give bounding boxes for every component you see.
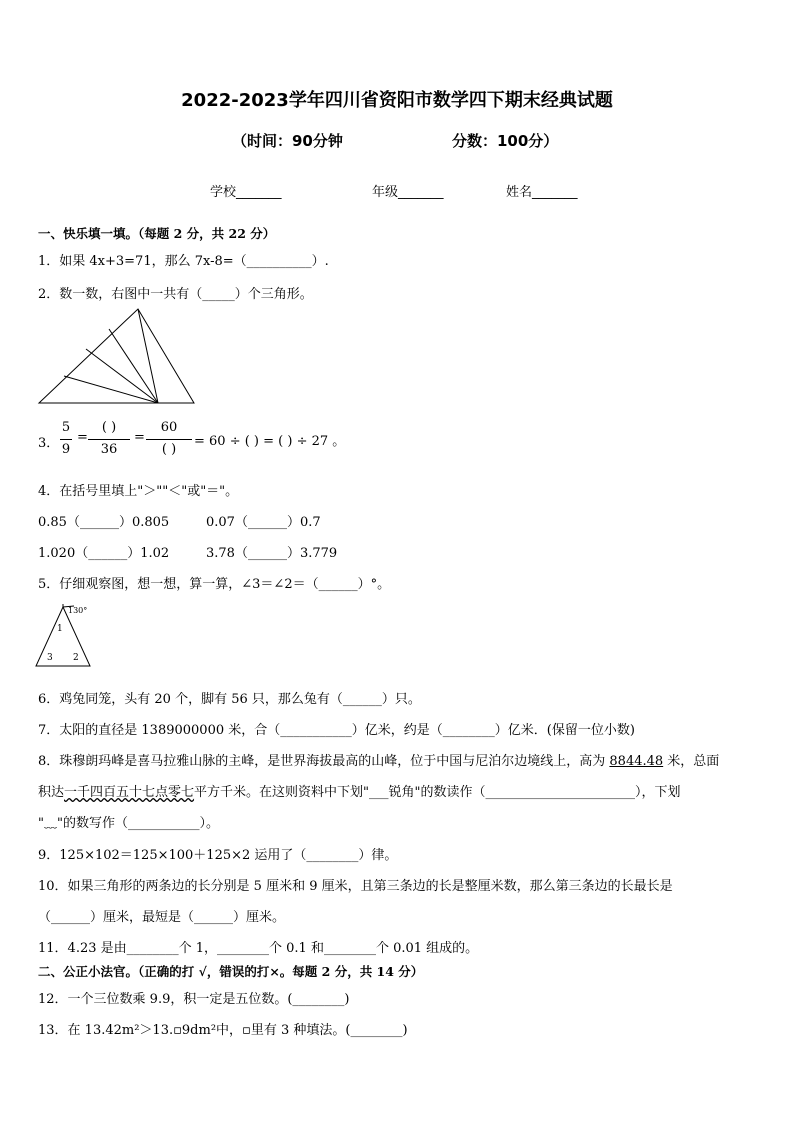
q8-text-1: 8．珠穆朗玛峰是喜马拉雅山脉的主峰，是世界海拔最高的山峰，位于中国与尼泊尔边境线上，高为: [38, 754, 610, 769]
fraction-numerator-blank[interactable]: ( ): [101, 420, 117, 435]
question-4: 4．在括号里填上"＞""＜"或"＝"。: [38, 484, 239, 499]
question-6: 6．鸡兔同笼，头有 20 个，脚有 56 只，那么兔有（______）只。: [38, 692, 421, 707]
fraction-60-blank: [146, 420, 192, 460]
angle-1-label: 1: [57, 624, 63, 634]
question-8-line-1: [38, 750, 719, 769]
angle-3-label: 3: [47, 653, 53, 663]
question-4-row-2b: 3.78（______）3.779: [206, 546, 338, 561]
q8-text-4: 平方千米。在这则资料中下划"___锐角"的数读作（_______________________），下划: [194, 785, 681, 800]
fraction-numerator: 5: [61, 420, 71, 435]
q8-area-value: 一千四百五十七点零七: [64, 785, 195, 800]
fraction-bar: [146, 439, 192, 440]
question-3-number: 3．: [38, 436, 60, 451]
question-13: 13．在 13.42m²＞13.▫9dm²中，▫里有 3 种填法。(________): [38, 1023, 408, 1038]
question-5: 5．仔细观察图，想一想，算一算，∠3＝∠2＝（______）°。: [38, 577, 391, 592]
fraction-blank-36: [88, 420, 130, 460]
question-11: 11．4.23 是由________个 1，________个 0.1 和________个 0.01 组成的。: [38, 941, 479, 956]
q8-text-2: 米，总面: [663, 754, 720, 769]
section-2-heading: 二、公正小法官。（正确的打 √，错误的打×。每题 2 分，共 14 分）: [38, 964, 424, 979]
question-4-row-1a: 0.85（______）0.805: [38, 515, 170, 530]
question-3-tail: = 60 ÷ ( ) = ( ) ÷ 27 。: [194, 434, 346, 449]
fraction-bar: [60, 439, 72, 440]
angle-130-label: 130°: [68, 606, 88, 615]
time-label: （时间：90分钟: [232, 132, 343, 150]
section-1-heading: 一、快乐填一填。（每题 2 分，共 22 分）: [38, 226, 276, 241]
question-2: 2．数一数，右图中一共有（_____）个三角形。: [38, 287, 313, 302]
fraction-bar: [88, 439, 130, 440]
grade-field[interactable]: 年级_______: [372, 185, 444, 200]
angle-figure: [34, 604, 96, 668]
page-title: 2022-2023学年四川省资阳市数学四下期末经典试题: [181, 90, 613, 111]
question-7: 7．太阳的直径是 1389000000 米，合（___________）亿米，约是（________）亿米．(保留一位小数): [38, 723, 635, 738]
q8-height-value: 8844.48: [609, 754, 664, 769]
question-10-line-1: 10．如果三角形的两条边的长分别是 5 厘米和 9 厘米，且第三条边的长是整厘米数，那么第三条边的长最长是: [38, 879, 673, 894]
question-4-row-1b: 0.07（______）0.7: [206, 515, 321, 530]
question-8-line-2: [38, 781, 681, 800]
q8-text-3: 积达: [38, 785, 65, 800]
fraction-5-9: [60, 420, 72, 460]
school-field[interactable]: 学校_______: [210, 185, 282, 200]
name-field[interactable]: 姓名_______: [506, 185, 578, 200]
angle-2-label: 2: [73, 653, 79, 663]
question-10-line-2: （______）厘米，最短是（______）厘米。: [38, 910, 286, 925]
question-12: 12．一个三位数乘 9.9，积一定是五位数。(________): [38, 992, 350, 1007]
question-9: 9．125×102＝125×100＋125×2 运用了（________）律。: [38, 848, 398, 863]
question-4-row-2a: 1.020（______）1.02: [38, 546, 170, 561]
score-label: 分数：100分）: [452, 132, 559, 150]
triangle-count-figure: [36, 306, 198, 406]
fraction-numerator: 60: [160, 420, 178, 435]
fraction-denominator: 9: [61, 442, 71, 457]
question-1: 1．如果 4x+3=71，那么 7x-8=（__________）.: [38, 254, 329, 269]
equals-sign: =: [77, 430, 88, 445]
equals-sign: =: [134, 430, 145, 445]
fraction-denominator-blank[interactable]: ( ): [161, 442, 177, 457]
fraction-denominator: 36: [100, 442, 118, 457]
question-8-line-3: "﹏"的数写作（___________）。: [38, 816, 219, 831]
